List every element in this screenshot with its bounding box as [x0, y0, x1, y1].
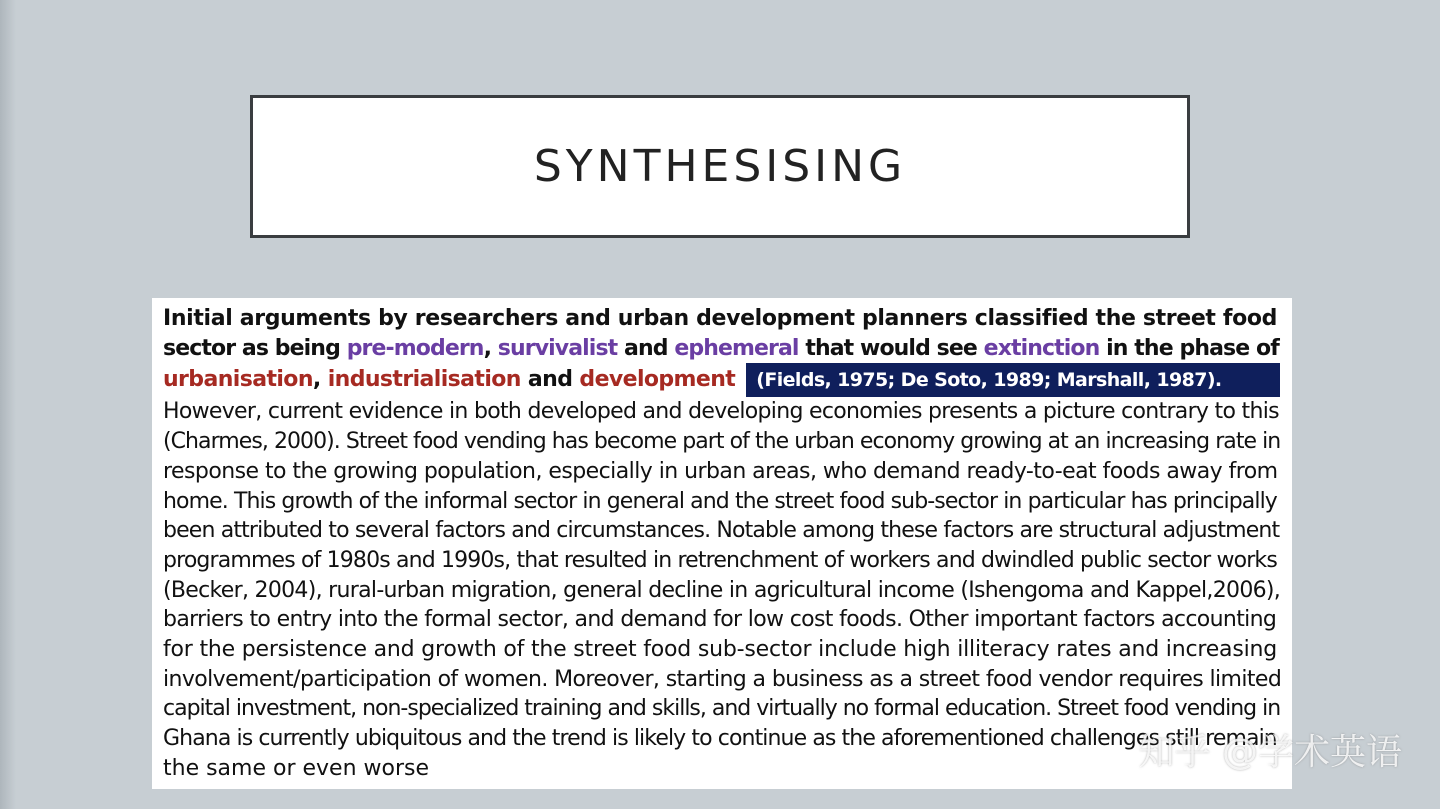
- term-extinction: extinction: [983, 335, 1100, 361]
- intro-text: and: [617, 335, 675, 361]
- term-pre-modern: pre-modern: [346, 335, 484, 361]
- term-ephemeral: ephemeral: [674, 335, 799, 361]
- term-urbanisation: urbanisation: [163, 367, 313, 393]
- term-survivalist: survivalist: [497, 335, 618, 361]
- watermark: 知乎 @学术英语: [1138, 732, 1402, 773]
- title-box: [250, 95, 1190, 238]
- intro-line-1: Initial arguments by researchers and urban development planners classified the street food: [163, 306, 1278, 331]
- intro-text: sector as being: [163, 335, 347, 361]
- content-text-box: [152, 298, 1292, 789]
- slide-title: SYNTHESISING: [533, 141, 907, 192]
- intro-text: and: [520, 367, 580, 393]
- intro-text: ,: [483, 335, 498, 361]
- body-line: response to the growing population, especially in urban areas, who demand ready-to-eat foods away from: [163, 458, 1278, 484]
- body-paragraph: [163, 397, 1282, 783]
- body-line: involvement/participation of women. Moreover, starting a business as a street food vendor requires limited: [163, 666, 1282, 692]
- body-line: capital investment, non-specialized training and skills, and virtually no formal education. Street food vending in: [163, 696, 1281, 722]
- intro-text: that would see: [798, 335, 984, 361]
- intro-line-3: [163, 363, 1282, 397]
- body-line: home. This growth of the informal sector in general and the street food sub-sector in particular has principally: [163, 488, 1277, 514]
- body-line: (Becker, 2004), rural-urban migration, general decline in agricultural income (Ishengoma and Kappel,2006),: [163, 577, 1281, 603]
- term-development: development: [579, 367, 736, 393]
- body-line: However, current evidence in both developed and developing economies presents a picture contrary to this: [163, 399, 1279, 425]
- intro-line-2: [163, 334, 1282, 364]
- body-line: the same or even worse: [163, 755, 430, 781]
- intro-text: in the phase of: [1099, 335, 1279, 361]
- term-industrialisation: industrialisation: [327, 367, 521, 393]
- body-line: Ghana is currently ubiquitous and the trend is likely to continue as the aforementioned challenges still remain: [163, 726, 1277, 752]
- slide-edge-shade: [0, 0, 16, 809]
- body-line: been attributed to several factors and circumstances. Notable among these factors are structural adjustment: [163, 518, 1280, 544]
- body-line: (Charmes, 2000). Street food vending has become part of the urban economy growing at an increasing rate in: [163, 429, 1281, 455]
- intro-text: ,: [312, 367, 328, 393]
- body-line: for the persistence and growth of the street food sub-sector include high illiteracy rates and increasing: [163, 637, 1277, 663]
- body-line: programmes of 1980s and 1990s, that resulted in retrenchment of workers and dwindled public sector works: [163, 547, 1277, 573]
- body-line: barriers to entry into the formal sector, and demand for low cost foods. Other important factors accounting: [163, 607, 1277, 633]
- citation-highlight: (Fields, 1975; De Soto, 1989; Marshall, 1987).: [746, 363, 1279, 397]
